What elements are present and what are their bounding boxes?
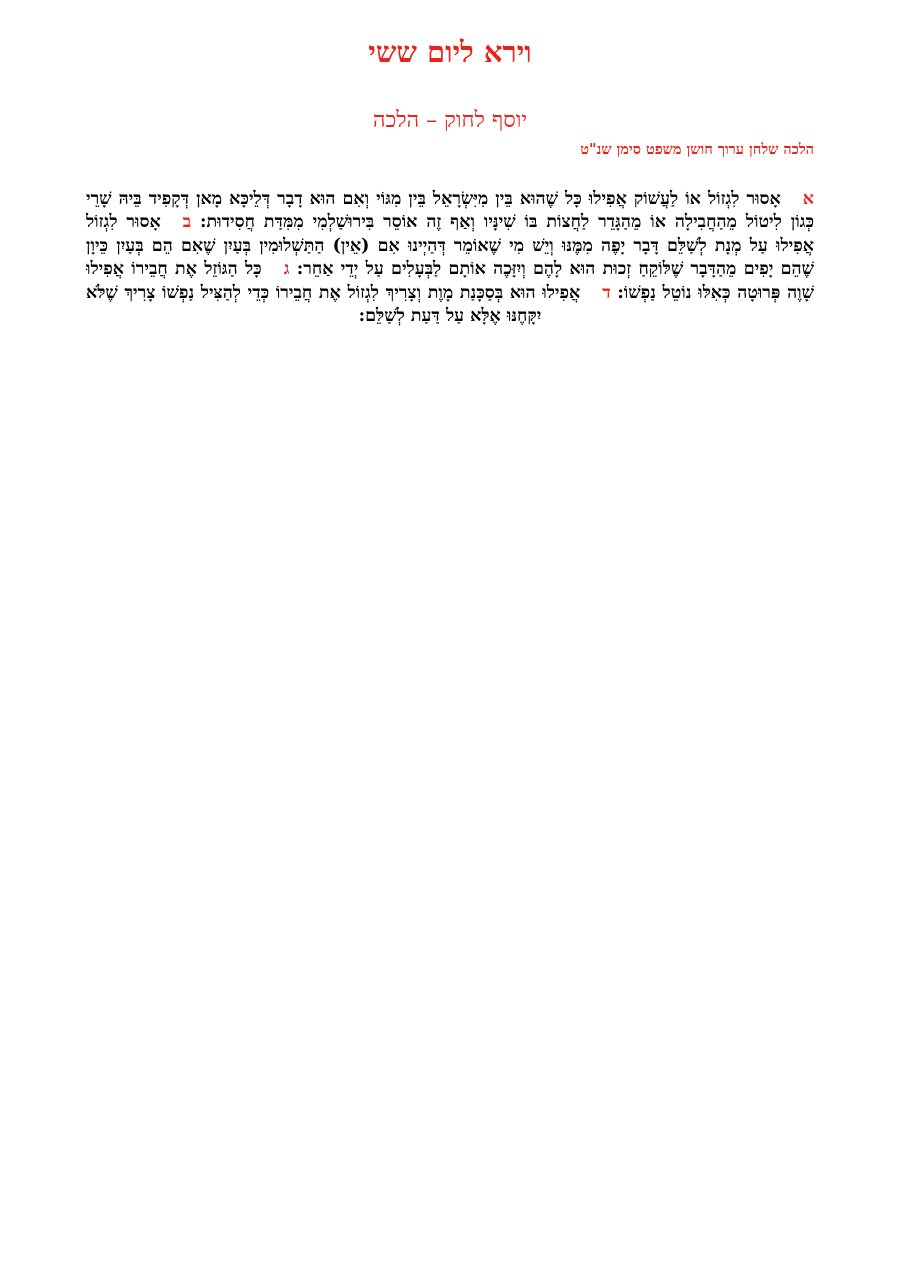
seif-text-3: כָּל הַגּוֹזֵל אֶת חֲבֵירוֹ אֲפִילוּ שָׁוֶה פְּרוּטָה כְּאִלּוּ נוֹטֵל נַפְשׁוֹ:: [86, 259, 815, 303]
seif-text-4: אֲפִילוּ הוּא בְּסַכָּנַת מָוֶת וְצָרִיךְ לִגְזוֹל אֶת חֲבֵירוֹ כְּדֵי לְהַצִּיל נַפְשׁוֹ צָרִיךְ שֶׁלֹּא יִקָּחֶנּוּ אֶלָּא עַל דַּעַת לְשַׁלֵּם:: [86, 282, 581, 327]
seif-letter-3: ג: [283, 259, 290, 280]
seif-letter-4: ד: [602, 282, 611, 303]
seif-text-2: אָסוּר לִגְזוֹל אֲפִילוּ עַל מְנָת לְשַׁלֵּם דָּבָר יָפֶה מִמֶּנּוּ וְיֵשׁ מִי שֶׁאוֹמֵר דְּהַיְינוּ אִם (אֵין) הַתַּשְׁלוּמִין בְּעַיִן שֶׁאִם הֵם בְּעַיִן כֵּיוָן שֶׁהֵם יָפִים מֵהַדָּבָר שֶׁלּוֹקֵחַ זְכוּת הוּא לָהֶם וְיִזָּכֶה אוֹתָם לַבְּעָלִים עַל יְדֵי אַחֵר:: [86, 212, 815, 280]
page-title: וירא ליום ששי: [368, 35, 532, 69]
seif-letter-1: א: [802, 189, 814, 209]
halacha-body: [86, 188, 814, 328]
seif-letter-2: ב: [182, 212, 192, 233]
source-reference: הלכה שלחן ערוך חושן משפט סימן שנ"ט: [580, 141, 814, 158]
page-subtitle: יוסף לחוק – הלכה: [372, 108, 528, 133]
seif-text-1: אָסוּר לִגְזוֹל אוֹ לַעֲשׁוֹק אֲפִילוּ כָּל שֶׁהוּא בֵּין מִיִּשְׂרָאֵל בֵּין מִגּוֹי וְאִם הוּא דָבָר דְּלֵיכָּא מָאן דְּקָפִיד בֵּיהּ שָׁרֵי כְּגוֹן לִיטוֹל מֵהַחֲבִילָה אוֹ מֵהַגָּדֵר לַחֲצוֹת בּוֹ שִׁינָּיו וְאַף זֶה אוֹסֵר בִּירוּשַׁלְמִי מִמִּדַּת חֲסִידוּת:: [86, 189, 814, 233]
